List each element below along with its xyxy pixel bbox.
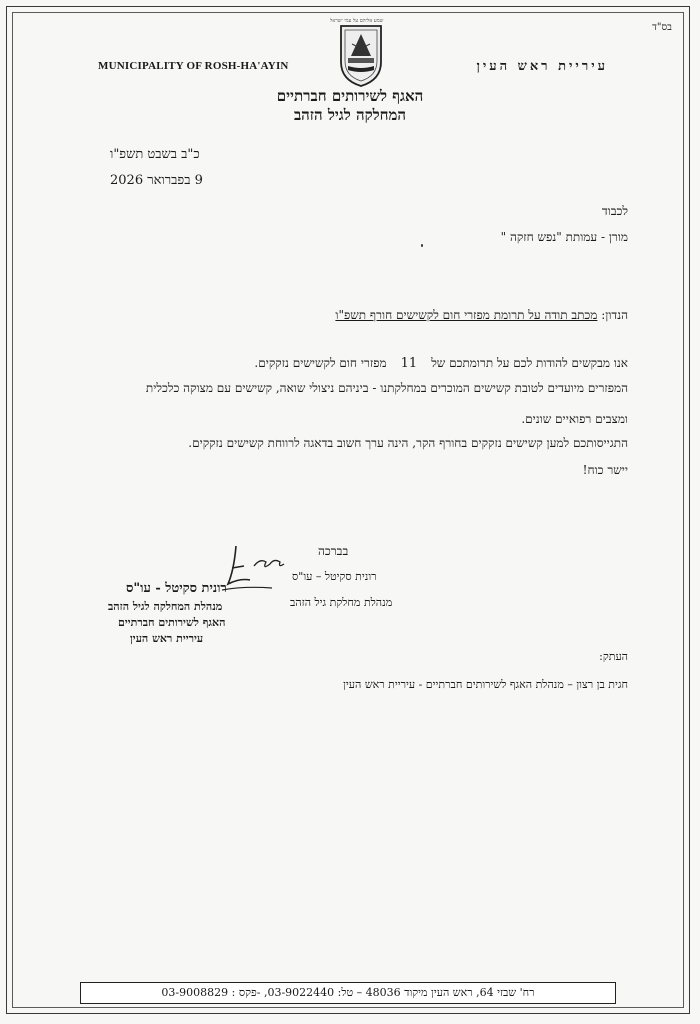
cc-label: העתק: xyxy=(599,650,628,663)
municipality-name-hebrew: עיריית ראש העין xyxy=(476,59,608,74)
body-paragraph-5: יישר כוח! xyxy=(582,463,628,477)
closing-greeting: בברכה xyxy=(318,544,349,558)
scan-speck xyxy=(421,244,423,247)
body-paragraph-3: ומצבים רפואיים שונים. xyxy=(521,412,628,426)
cc-recipient: חגית בן רצון – מנהלת האגף לשירותים חברתיים - עיריית ראש העין xyxy=(343,678,628,691)
heater-quantity: 11 xyxy=(400,356,418,371)
subject-line xyxy=(335,308,628,323)
body-paragraph-2: המפזרים מיועדים לטובת קשישים המוכרים במחלקתנו - ביניהם ניצולי שואה, קשישים עם מצוקה כלכלית xyxy=(145,381,628,395)
stamp-role: מנהלת המחלקה לגיל הזהב xyxy=(108,600,223,613)
body-paragraph-1 xyxy=(254,356,628,371)
municipality-emblem-icon xyxy=(336,22,386,88)
department-title: האגף לשירותים חברתיים xyxy=(276,87,424,105)
recipient-salutation: לכבוד xyxy=(601,204,628,218)
division-title: המחלקה לגיל הזהב xyxy=(293,106,407,124)
emblem-caption: שמע אליהם על עמי ישראל xyxy=(330,18,384,24)
top-right-mark: בס"ד xyxy=(652,22,672,33)
gregorian-date: 9 בפברואר 2026 xyxy=(110,173,203,188)
body-line1-start: אנו מבקשים להודות לכם על תרומתכם של xyxy=(431,356,628,370)
subject-label: הנדון: xyxy=(601,308,628,322)
body-line1-end: מפזרי חום לקשישים נזקקים. xyxy=(254,356,387,370)
subject-text: מכתב תודה על תרומת מפזרי חום לקשישים חורף תשפ"ו xyxy=(335,308,598,322)
signer-role: מנהלת מחלקת גיל הזהב xyxy=(290,596,393,609)
footer-address: רח' שבזי 64, ראש העין מיקוד 48036 – טל: 03-9022440, -פקס : 03-9008829 xyxy=(161,986,535,999)
recipient-name: מורן - עמותת "נפש חזקה " xyxy=(500,230,628,244)
hebrew-date: כ"ב בשבט תשפ"ו xyxy=(110,147,200,162)
stamp-municipality: עיריית ראש העין xyxy=(130,632,204,645)
stamp-department: האגף לשירותים חברתיים xyxy=(118,616,226,629)
stamp-name: רונית סקיטל - עו"ס xyxy=(126,581,227,596)
body-paragraph-4: התגייסותכם למען קשישים נזקקים בחורף הקר, הינה ערך חשוב בדאגה לרווחת קשישים נזקקים. xyxy=(188,436,628,450)
signer-name: רונית סקיטל – עו"ס xyxy=(292,570,377,583)
municipality-name-english: MUNICIPALITY OF ROSH-HA'AYIN xyxy=(98,60,289,72)
